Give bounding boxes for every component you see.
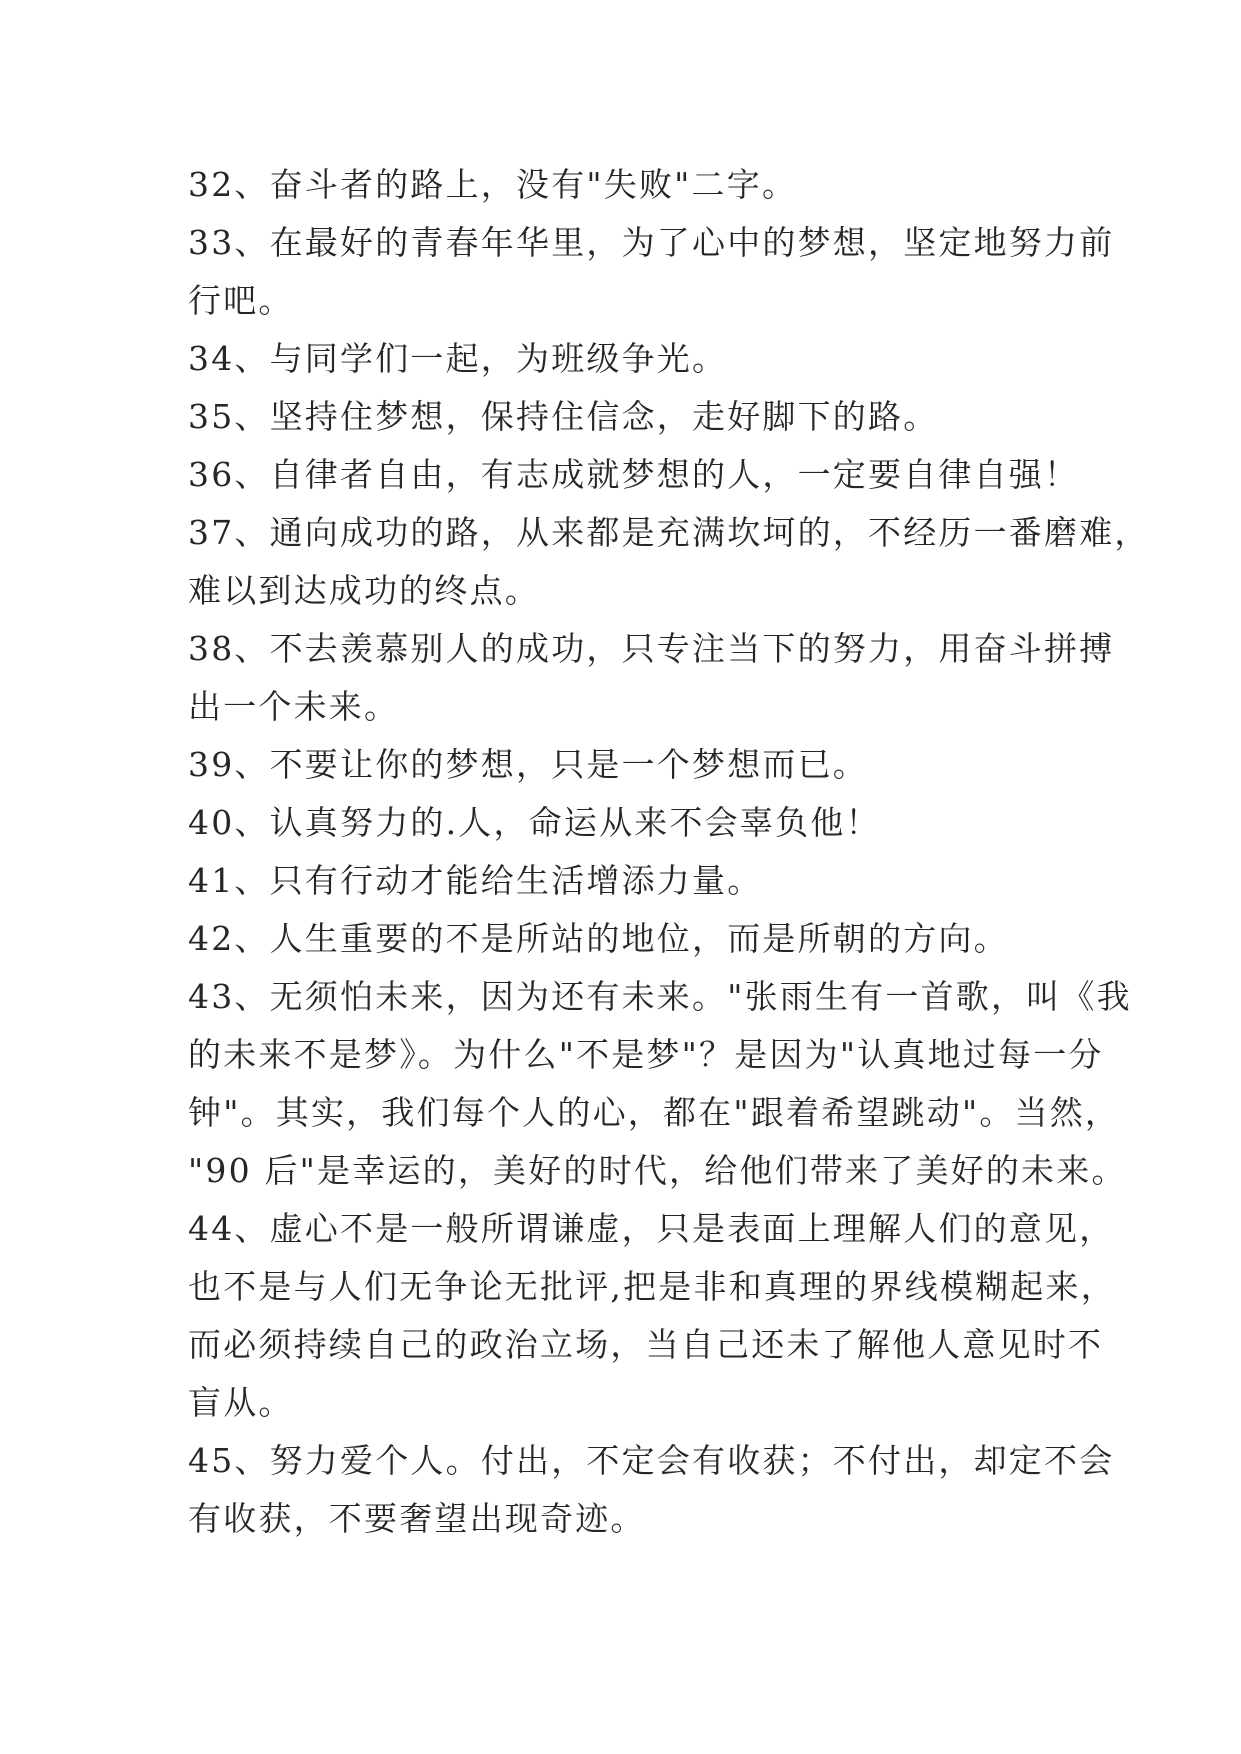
text-line-24: 有收获，不要奢望出现奇迹。 xyxy=(188,1499,646,1538)
text-line-6: 36、自律者自由，有志成就梦想的人，一定要自律自强！ xyxy=(188,455,1080,494)
text-line-1: 32、奋斗者的路上，没有"失败"二字。 xyxy=(188,165,798,204)
text-line-23: 45、努力爱个人。付出，不定会有收获；不付出，却定不会 xyxy=(188,1441,1115,1480)
text-line-13: 41、只有行动才能给生活增添力量。 xyxy=(188,861,763,900)
text-line-10: 出一个未来。 xyxy=(188,687,400,726)
text-line-9: 38、不去羡慕别人的成功，只专注当下的努力，用奋斗拼搏 xyxy=(188,629,1115,668)
text-line-7: 37、通向成功的路，从来都是充满坎坷的，不经历一番磨难， xyxy=(188,513,1150,552)
text-line-15: 43、无须怕未来，因为还有未来。"张雨生有一首歌，叫《我 xyxy=(188,977,1132,1016)
text-line-3: 行吧。 xyxy=(188,281,294,320)
text-line-16: 的未来不是梦》。为什么"不是梦"？是因为"认真地过每一分 xyxy=(188,1035,1104,1074)
text-line-20: 也不是与人们无争论无批评,把是非和真理的界线模糊起来， xyxy=(188,1267,1116,1306)
text-line-18: "90 后"是幸运的，美好的时代，给他们带来了美好的未来。 xyxy=(188,1151,1127,1190)
text-line-5: 35、坚持住梦想，保持住信念，走好脚下的路。 xyxy=(188,397,939,436)
text-line-12: 40、认真努力的.人，命运从来不会辜负他！ xyxy=(188,803,881,842)
text-line-2: 33、在最好的青春年华里，为了心中的梦想，坚定地努力前 xyxy=(188,223,1115,262)
text-line-22: 盲从。 xyxy=(188,1383,294,1422)
text-line-11: 39、不要让你的梦想，只是一个梦想而已。 xyxy=(188,745,868,784)
text-line-14: 42、人生重要的不是所站的地位，而是所朝的方向。 xyxy=(188,919,1009,958)
text-line-19: 44、虚心不是一般所谓谦虚，只是表面上理解人们的意见， xyxy=(188,1209,1115,1248)
text-line-21: 而必须持续自己的政治立场，当自己还未了解他人意见时不 xyxy=(188,1325,1104,1364)
text-line-17: 钟"。其实，我们每个人的心，都在"跟着希望跳动"。当然， xyxy=(188,1093,1121,1132)
document-body xyxy=(188,156,1150,1548)
text-line-4: 34、与同学们一起，为班级争光。 xyxy=(188,339,728,378)
text-line-8: 难以到达成功的终点。 xyxy=(188,571,540,610)
